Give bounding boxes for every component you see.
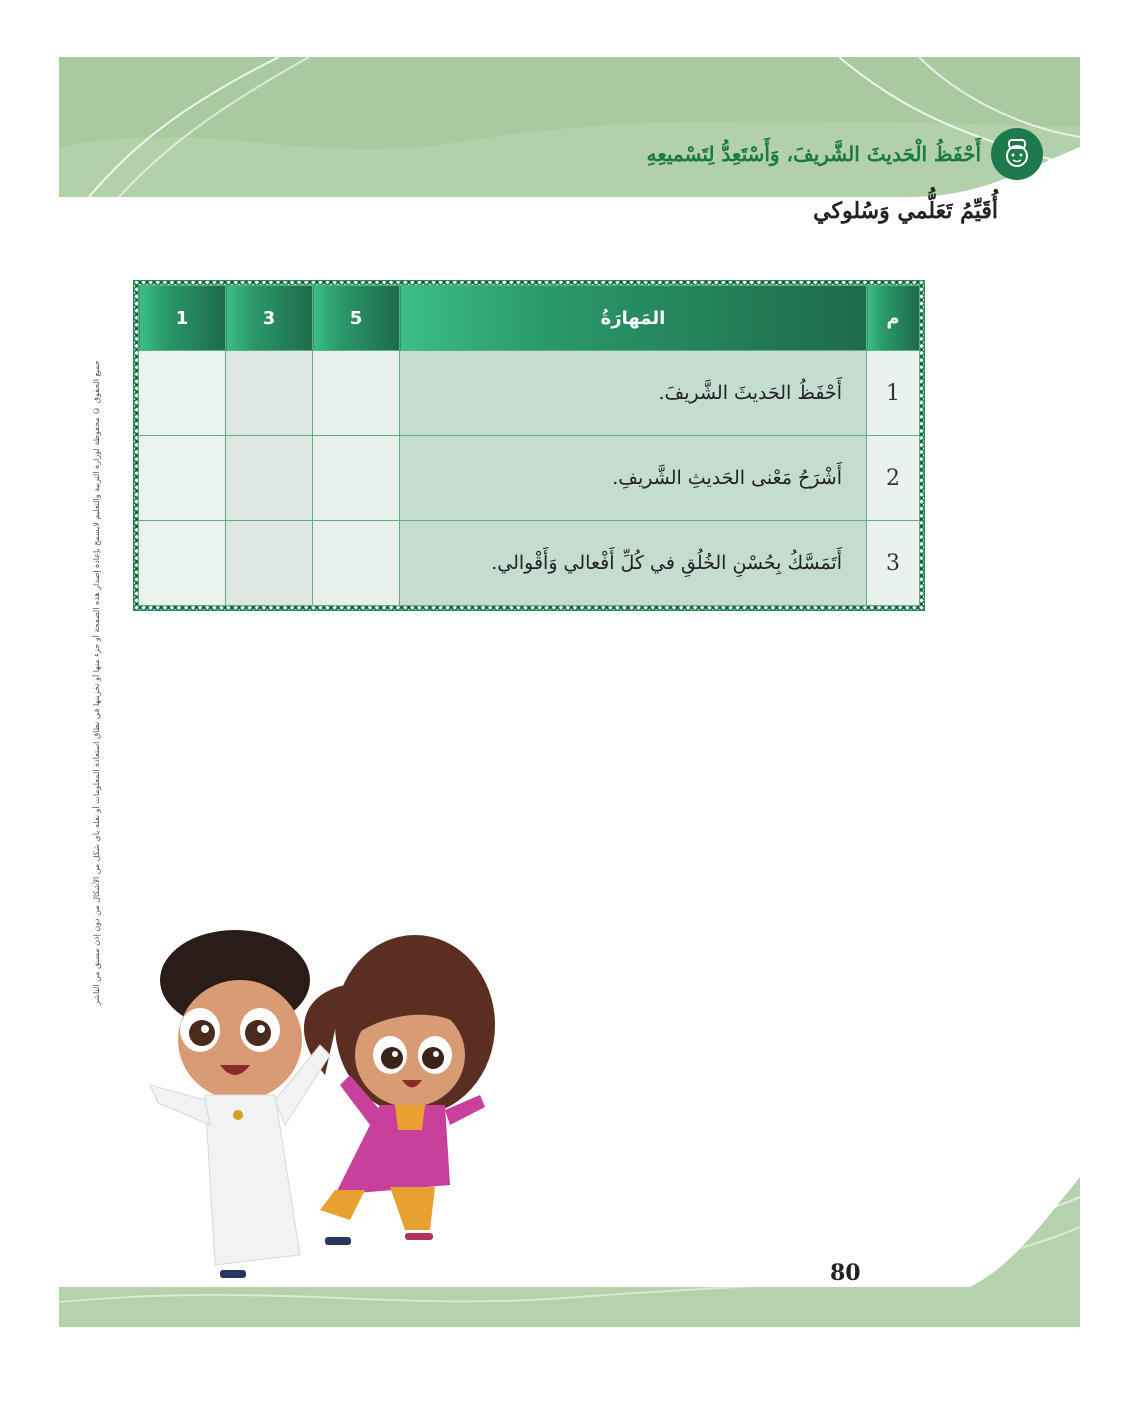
row-number: 1 [867, 351, 920, 436]
skill-text: أَتَمَسَّكُ بِحُسْنِ الخُلُقِ في كُلِّ أَفْعالي وَأَقْوالي. [400, 521, 867, 606]
memorize-head-icon [991, 128, 1043, 180]
copyright-note: جميع الحقوق © محفوظة لوزارة التربية والتعليم لايسمح بإعادة إصدار هذه الصفحة أو جزء منها أو تخزينها في نطاق استعادة المعلومات أو نقله بأي شكل من الأشكال من دون إذن مسبق من الناشر [92, 360, 101, 1005]
col-score-1-header: 1 [139, 286, 226, 351]
score-3-cell[interactable] [226, 351, 313, 436]
score-3-cell[interactable] [226, 436, 313, 521]
score-5-cell[interactable] [313, 521, 400, 606]
score-3-cell[interactable] [226, 521, 313, 606]
skill-text: أَحْفَظُ الحَديثَ الشَّريفَ. [400, 351, 867, 436]
score-1-cell[interactable] [139, 436, 226, 521]
col-index-header: م [867, 286, 920, 351]
row-number: 2 [867, 436, 920, 521]
page-title: أَحْفَظُ الْحَديثَ الشَّريفَ، وَأَسْتَعِدُّ لِتَسْميعِهِ [646, 142, 981, 166]
section-subtitle: أُقَيِّمُ تَعَلُّمي وَسُلوكي [813, 198, 998, 224]
children-dancing-illustration [150, 925, 495, 1285]
score-5-cell[interactable] [313, 436, 400, 521]
table-row [139, 521, 920, 606]
col-score-3-header: 3 [226, 286, 313, 351]
col-score-5-header: 5 [313, 286, 400, 351]
self-assessment-table [133, 280, 925, 611]
score-5-cell[interactable] [313, 351, 400, 436]
table-row [139, 436, 920, 521]
page-number: 80 [830, 1260, 861, 1286]
table-row [139, 351, 920, 436]
table-header-row [139, 286, 920, 351]
row-number: 3 [867, 521, 920, 606]
score-1-cell[interactable] [139, 351, 226, 436]
lesson-heading [647, 128, 1043, 180]
score-1-cell[interactable] [139, 521, 226, 606]
col-skill-header: المَهارَةُ [400, 286, 867, 351]
skill-text: أَشْرَحُ مَعْنى الحَديثِ الشَّريفِ. [400, 436, 867, 521]
